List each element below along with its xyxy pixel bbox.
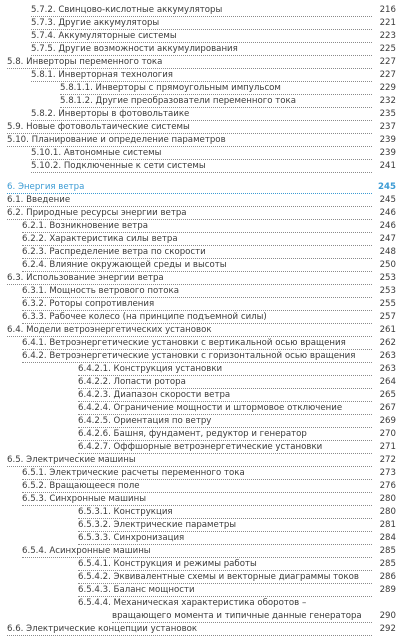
toc-entry-number: 6.5.3.1. (78, 507, 111, 517)
toc-entry-page: 265 (379, 390, 396, 400)
toc-entry-page: 273 (379, 468, 396, 478)
toc-entry-title (78, 363, 372, 376)
toc-entry-page: 239 (379, 148, 396, 158)
toc-entry-number: 6.5.2. (22, 481, 47, 491)
toc-entry (0, 298, 410, 310)
toc-entry (0, 324, 410, 336)
toc-entry-number: 6.4.2.4. (78, 403, 111, 413)
toc-entry-text: Лопасти ротора (113, 377, 186, 387)
toc-entry-number: 5.7.5. (31, 44, 56, 54)
toc-entry-number: 5.10.2. (31, 161, 62, 171)
toc-entry-page: 227 (379, 70, 396, 80)
toc-entry-page: 289 (379, 585, 396, 595)
toc-entry-page: 280 (379, 494, 396, 504)
toc-entry-number: 6.5.3.3. (78, 533, 111, 543)
toc-entry-title (112, 610, 372, 623)
toc-entry-page: 239 (379, 135, 396, 145)
toc-entry-title (22, 545, 372, 558)
toc-entry (0, 69, 410, 81)
toc-entry-page: 235 (379, 109, 396, 119)
toc-entry (0, 108, 410, 120)
toc-entry-title (7, 207, 372, 220)
toc-entry-title (22, 480, 372, 493)
toc-entry-continuation (0, 610, 410, 622)
toc-entry (0, 43, 410, 55)
toc-entry-page: 281 (379, 520, 396, 530)
toc-entry-number: 6.5.1. (22, 468, 47, 478)
toc-entry (0, 389, 410, 401)
toc-entry-text: Другие аккумуляторы (58, 18, 160, 28)
toc-entry-text: Диапазон скорости ветра (113, 390, 231, 400)
toc-entry-page: 285 (379, 546, 396, 556)
toc-entry-title (78, 532, 372, 545)
toc-entry-title (78, 402, 372, 415)
toc-entry-text: Ограничение мощности и штормовое отключение (113, 403, 343, 413)
toc-entry-page: 225 (379, 44, 396, 54)
toc-entry-page: 229 (379, 83, 396, 93)
toc-entry (0, 376, 410, 388)
toc-entry-title (7, 272, 372, 285)
toc-entry-number: 6.5. (7, 455, 24, 465)
toc-entry-page: 263 (379, 364, 396, 374)
toc-entry (0, 558, 410, 570)
toc-entry-title (31, 147, 372, 160)
toc-entry-title (31, 4, 372, 17)
toc-entry-text: Аккумуляторные системы (58, 31, 177, 41)
toc-entry-title (31, 30, 372, 43)
toc-entry-number: 5.7.3. (31, 18, 56, 28)
toc-entry (0, 17, 410, 29)
toc-entry-text: Мощность ветрового потока (49, 286, 180, 296)
toc-entry-page: 223 (379, 31, 396, 41)
toc-entry-title (60, 82, 372, 95)
toc-entry-page: 241 (379, 161, 396, 171)
toc-entry (0, 134, 410, 146)
toc-entry-page: 237 (379, 122, 396, 132)
toc-entry-text: Электрические параметры (113, 520, 237, 530)
toc-entry-title (7, 194, 372, 207)
toc-entry (0, 220, 410, 232)
toc-entry-title (22, 233, 372, 246)
toc-entry-number: 6.4.2.1. (78, 364, 111, 374)
toc-entry-number: 6.4.2.5. (78, 416, 111, 426)
toc-entry (0, 160, 410, 172)
toc-entry-title (22, 298, 372, 311)
toc-entry-text: Другие возможности аккумулирования (58, 44, 238, 54)
toc-entry-number: 6.4.2.6. (78, 429, 111, 439)
toc-entry-number: 5.7.2. (31, 5, 56, 15)
toc-entry-number: 6.4.1. (22, 338, 47, 348)
toc-entry-page: 272 (379, 455, 396, 465)
toc-entry-title (78, 597, 372, 609)
toc-entry-title (22, 311, 372, 324)
toc-entry-number: 6.5.3. (22, 494, 47, 504)
toc-entry-page: 245 (379, 195, 396, 205)
toc-entry (0, 597, 410, 609)
toc-entry-number: 6.2.4. (22, 260, 47, 270)
toc-entry-title (78, 506, 372, 519)
toc-entry-title (7, 56, 372, 69)
toc-entry-text: Оффшорные ветроэнергетические установки (113, 442, 323, 452)
toc-entry-number: 6.3.3. (22, 312, 47, 322)
toc-entry-title (7, 454, 372, 467)
toc-entry-number: 6.6. (7, 624, 24, 634)
toc-entry-title (78, 519, 372, 532)
toc-entry-text: Ветроэнергетические установки с горизонтальной осью вращения (49, 351, 356, 361)
toc-entry-title (31, 108, 372, 121)
toc-entry-page: 270 (379, 429, 396, 439)
toc-entry-number: 5.10. (7, 135, 29, 145)
toc-entry-text: Модели ветроэнергетических установок (26, 325, 212, 335)
toc-entry-title (22, 350, 372, 363)
toc-entry-page: 271 (379, 442, 396, 452)
toc-entry-number: 6. (7, 182, 16, 192)
toc-entry-page: 261 (379, 325, 396, 335)
toc-entry (0, 56, 410, 68)
toc-entry (0, 363, 410, 375)
toc-entry-page: 290 (379, 611, 396, 621)
toc-entry-page: 232 (379, 96, 396, 106)
toc-entry-number: 5.7.4. (31, 31, 56, 41)
toc-entry-number: 5.8.1. (31, 70, 56, 80)
toc-entry (0, 584, 410, 596)
toc-entry-number: 6.3.2. (22, 299, 47, 309)
toc-entry-number: 6.3.1. (22, 286, 47, 296)
toc-entry-number: 6.2.3. (22, 247, 47, 257)
toc-entry-number: 6.5.4.4. (78, 598, 111, 608)
toc-entry-number: 5.10.1. (31, 148, 62, 158)
toc-entry-title (31, 43, 372, 56)
toc-entry (0, 82, 410, 94)
toc-entry-text: Возникновение ветра (49, 221, 148, 231)
toc-entry-page: 263 (379, 351, 396, 361)
toc-entry-text: Энергия ветра (17, 182, 85, 192)
toc-entry (0, 545, 410, 557)
toc-entry (0, 532, 410, 544)
toc-entry-text: Асинхронные машины (49, 546, 151, 556)
toc-entry-page: 248 (379, 247, 396, 257)
toc-entry-page: 262 (379, 338, 396, 348)
toc-entry-title (22, 493, 372, 506)
toc-entry-title (78, 558, 372, 571)
toc-entry (0, 441, 410, 453)
toc-entry-title (22, 337, 372, 350)
toc-entry-title (7, 121, 372, 134)
toc-entry-title (78, 376, 372, 389)
toc-entry-page: 245 (378, 182, 396, 192)
toc-entry-page: 264 (379, 377, 396, 387)
toc-entry-text: Ориентация по ветру (113, 416, 212, 426)
toc-entry-text: Инверторы с прямоугольным импульсом (95, 83, 281, 93)
toc-entry-title (60, 95, 372, 108)
toc-entry-text: Влияние окружающей среды и высоты (49, 260, 227, 270)
toc-entry-page: 257 (379, 312, 396, 322)
toc-entry-number: 6.5.3.2. (78, 520, 111, 530)
toc-entry-page: 276 (379, 481, 396, 491)
toc-entry-page: 216 (379, 5, 396, 15)
toc-entry-text: Роторы сопротивления (49, 299, 155, 309)
toc-entry-text: Характеристика силы ветра (49, 234, 178, 244)
toc-entry-text: Инверторы в фотовольтаике (58, 109, 190, 119)
toc-entry-text: Электрические расчеты переменного тока (49, 468, 245, 478)
toc-entry-page: 221 (379, 18, 396, 28)
toc-entry-number: 6.3. (7, 273, 24, 283)
toc-entry-title (7, 134, 372, 147)
toc-entry-title (7, 324, 372, 337)
toc-entry-number: 5.8.1.1. (60, 83, 93, 93)
toc-entry (0, 147, 410, 159)
toc-entry-number: 6.5.4. (22, 546, 47, 556)
toc-entry (0, 467, 410, 479)
toc-entry-text: Рабочее колесо (на принципе подъемной силы) (49, 312, 267, 322)
toc-entry (0, 246, 410, 258)
toc-entry (0, 623, 410, 635)
toc-entry-text: Подключенные к сети системы (63, 161, 206, 171)
toc-entry (0, 311, 410, 323)
toc-entry-title (78, 441, 372, 454)
toc-entry-title (31, 160, 372, 173)
toc-entry-text: Синхронные машины (49, 494, 146, 504)
toc-entry (0, 454, 410, 466)
toc-entry-text: Введение (26, 195, 71, 205)
toc-entry-number: 6.5.4.3. (78, 585, 111, 595)
toc-entry-text: Башня, фундамент, редуктор и генератор (113, 429, 307, 439)
toc-entry-text: Планирование и определение параметров (31, 135, 226, 145)
toc-entry (0, 30, 410, 42)
toc-entry-title (22, 246, 372, 259)
toc-entry-page: 246 (379, 221, 396, 231)
toc-entry-text: Распределение ветра по скорости (49, 247, 206, 257)
toc-entry-page: 267 (379, 403, 396, 413)
toc-entry (0, 194, 410, 206)
toc-entry-number: 6.2.1. (22, 221, 47, 231)
toc-entry-number: 6.5.4.1. (78, 559, 111, 569)
toc-entry-page: 284 (379, 533, 396, 543)
toc-entry-title (22, 220, 372, 233)
toc-entry (0, 337, 410, 349)
toc-entry-title (22, 285, 372, 298)
toc-entry-title (78, 415, 372, 428)
toc-entry-text: Эквивалентные схемы и векторные диаграммы токов (113, 572, 359, 582)
toc-entry-number: 5.8.1.2. (60, 96, 93, 106)
toc-entry-number: 6.4.2. (22, 351, 47, 361)
toc-entry-page: 246 (379, 208, 396, 218)
toc-entry (0, 95, 410, 107)
toc-entry-title (78, 584, 372, 597)
toc-entry-page: 280 (379, 507, 396, 517)
toc-entry-text: Конструкция и режимы работы (113, 559, 257, 569)
toc-entry (0, 350, 410, 362)
toc-entry (0, 285, 410, 297)
toc-entry-page: 227 (379, 57, 396, 67)
toc-entry-title (7, 623, 372, 636)
toc-entry (0, 121, 410, 133)
toc-entry-text: Электрические машины (26, 455, 136, 465)
toc-entry-title (78, 389, 372, 402)
toc-entry-page: 286 (379, 572, 396, 582)
toc-entry (0, 428, 410, 440)
toc-entry-text: Автономные системы (63, 148, 162, 158)
toc-entry-text: Механическая характеристика оборотов – (113, 598, 307, 608)
toc-entry (0, 402, 410, 414)
toc-entry-text: Конструкция (113, 507, 173, 517)
toc-entry-number: 6.4.2.2. (78, 377, 111, 387)
toc-entry-number: 6.4.2.3. (78, 390, 111, 400)
toc-entry-number: 6.2. (7, 208, 24, 218)
toc-entry (0, 493, 410, 505)
toc-entry (0, 519, 410, 531)
toc-entry-text: Вращающееся поле (49, 481, 140, 491)
toc-entry (0, 233, 410, 245)
toc-entry-text: Использование энергии ветра (26, 273, 164, 283)
toc-entry-text: Другие преобразователи переменного тока (95, 96, 296, 106)
toc-entry-text: Природные ресурсы энергии ветра (26, 208, 187, 218)
toc-entry (0, 415, 410, 427)
toc-entry-text: Новые фотовольтаические системы (26, 122, 190, 132)
toc-entry-number: 6.1. (7, 195, 24, 205)
toc-entry-number: 5.8. (7, 57, 24, 67)
toc-entry (0, 207, 410, 219)
toc-entry (0, 480, 410, 492)
toc-entry-title (22, 259, 372, 272)
toc-entry-title (7, 181, 372, 194)
toc-entry-text: Синхронизация (113, 533, 185, 543)
toc-chapter-entry (0, 181, 410, 193)
toc-entry (0, 506, 410, 518)
toc-entry-page: 269 (379, 416, 396, 426)
toc-entry-number: 5.9. (7, 122, 24, 132)
toc-entry-number: 6.4. (7, 325, 24, 335)
toc-entry-text: вращающего момента и типичные данные генератора (112, 611, 362, 621)
toc-entry-text: Инверторная технология (58, 70, 173, 80)
toc-entry-page: 285 (379, 559, 396, 569)
toc-entry-page: 292 (379, 624, 396, 634)
toc-entry-page: 253 (379, 273, 396, 283)
toc-entry-text: Электрические концепции установок (26, 624, 198, 634)
toc-entry-page: 253 (379, 286, 396, 296)
toc-entry-text: Ветроэнергетические установки с вертикальной осью вращения (49, 338, 346, 348)
toc-entry-text: Инверторы переменного тока (26, 57, 163, 67)
toc-entry-page: 247 (379, 234, 396, 244)
toc-entry-number: 6.4.2.7. (78, 442, 111, 452)
toc-entry-text: Баланс мощности (113, 585, 195, 595)
toc-entry-page: 255 (379, 299, 396, 309)
toc-entry-number: 6.2.2. (22, 234, 47, 244)
toc-entry-title (31, 17, 372, 30)
toc-entry-text: Свинцово-кислотные аккумуляторы (58, 5, 223, 15)
toc-entry-number: 6.5.4.2. (78, 572, 111, 582)
toc-entry (0, 4, 410, 16)
toc-entry (0, 259, 410, 271)
toc-entry-title (22, 467, 372, 480)
toc-entry-title (31, 69, 372, 82)
toc-entry (0, 272, 410, 284)
toc-entry-text: Конструкция установки (113, 364, 223, 374)
toc-entry-title (78, 428, 372, 441)
toc-entry-page: 250 (379, 260, 396, 270)
toc-entry-number: 5.8.2. (31, 109, 56, 119)
